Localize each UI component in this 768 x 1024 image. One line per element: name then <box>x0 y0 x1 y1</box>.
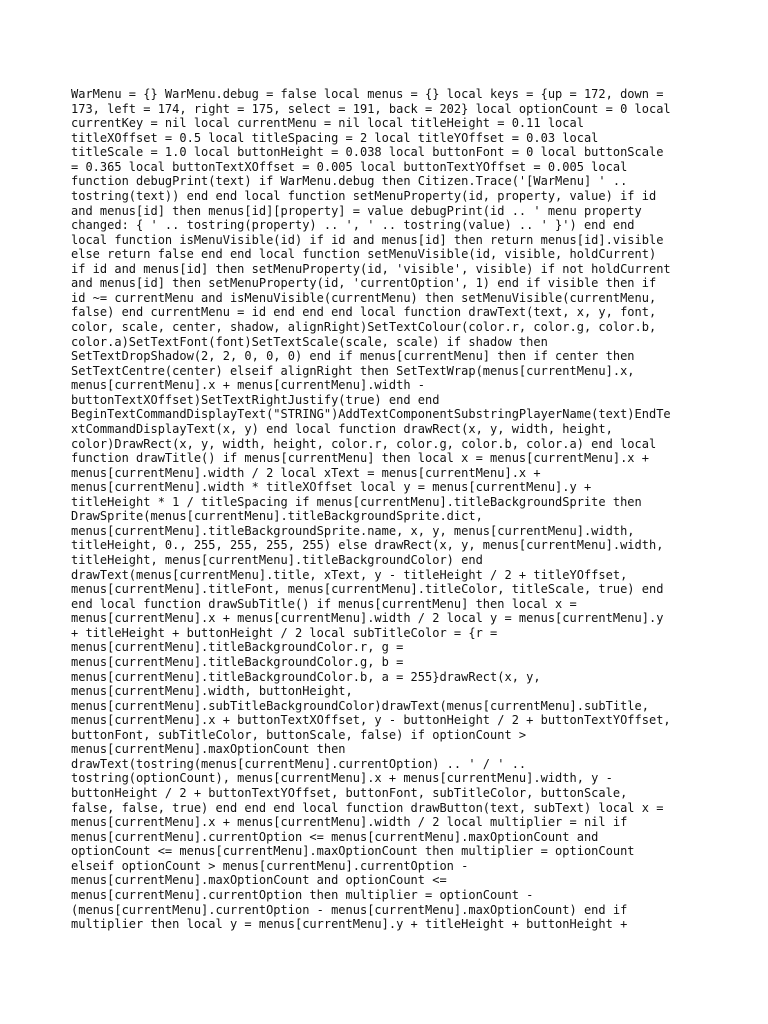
code-line: titleXOffset = 0.5 local titleSpacing = 2 local titleYOffset = 0.03 local <box>71 130 599 145</box>
code-line: titleHeight * 1 / titleSpacing if menus[currentMenu].titleBackgroundSprite then <box>71 494 642 509</box>
code-line: buttonFont, subTitleColor, buttonScale, false) if optionCount > <box>71 727 527 742</box>
code-line: if id and menus[id] then setMenuProperty(id, 'visible', visible) if not holdCurrent <box>71 261 671 276</box>
code-line: drawText(tostring(menus[currentMenu].currentOption) .. ' / ' .. <box>71 756 527 771</box>
code-line: local function isMenuVisible(id) if id and menus[id] then return menus[id].visible <box>71 232 664 247</box>
code-line: menus[currentMenu].titleBackgroundColor.r, g = <box>71 640 404 655</box>
code-line: menus[currentMenu].x + menus[currentMenu].width / 2 local multiplier = nil if <box>71 815 628 830</box>
code-line: = 0.365 local buttonTextXOffset = 0.005 local buttonTextYOffset = 0.005 local <box>71 159 628 174</box>
code-line: menus[currentMenu].subTitleBackgroundColor)drawText(menus[currentMenu].subTitle, <box>71 698 649 713</box>
code-line: titleHeight, 0., 255, 255, 255, 255) else drawRect(x, y, menus[currentMenu].width, <box>71 538 664 553</box>
code-line: menus[currentMenu].width * titleXOffset local y = menus[currentMenu].y + <box>71 480 592 495</box>
code-line: elseif optionCount > menus[currentMenu].currentOption - <box>71 858 469 873</box>
code-line: end local function drawSubTitle() if menus[currentMenu] then local x = <box>71 596 577 611</box>
code-line: menus[currentMenu].titleBackgroundColor.b, a = 255}drawRect(x, y, <box>71 669 541 684</box>
code-line: 173, left = 174, right = 175, select = 191, back = 202} local optionCount = 0 local <box>71 101 671 116</box>
code-line: xtCommandDisplayText(x, y) end local function drawRect(x, y, width, height, <box>71 421 613 436</box>
code-line: color, scale, center, shadow, alignRight)SetTextColour(color.r, color.g, color.b, <box>71 320 657 334</box>
code-line: menus[currentMenu].currentOption <= menus[currentMenu].maxOptionCount and <box>71 829 599 844</box>
code-line: DrawSprite(menus[currentMenu].titleBackgroundSprite.dict, <box>71 509 483 524</box>
code-line: menus[currentMenu].titleFont, menus[currentMenu].titleColor, titleScale, true) end <box>71 582 664 597</box>
code-line: WarMenu = {} WarMenu.debug = false local menus = {} local keys = {up = 172, down = <box>71 87 664 101</box>
code-line: and menus[id] then menus[id][property] = value debugPrint(id .. ' menu property <box>71 203 642 218</box>
code-line: menus[currentMenu].titleBackgroundSprite.name, x, y, menus[currentMenu].width, <box>71 523 635 538</box>
code-line: BeginTextCommandDisplayText("STRING")AddTextComponentSubstringPlayerName(text)EndTe <box>71 407 671 422</box>
code-line: menus[currentMenu].x + buttonTextXOffset, y - buttonHeight / 2 + buttonTextYOffset, <box>71 713 671 728</box>
code-line: + titleHeight + buttonHeight / 2 local subTitleColor = {r = <box>71 625 498 640</box>
code-line: false) end currentMenu = id end end end local function drawText(text, x, y, font, <box>71 305 657 320</box>
code-line: and menus[id] then setMenuProperty(id, 'currentOption', 1) end if visible then if <box>71 276 657 291</box>
code-line: currentKey = nil local currentMenu = nil local titleHeight = 0.11 local <box>71 116 584 131</box>
code-line: function drawTitle() if menus[currentMenu] then local x = menus[currentMenu].x + <box>71 451 649 466</box>
code-line: menus[currentMenu].titleBackgroundColor.g, b = <box>71 654 404 669</box>
code-line: menus[currentMenu].maxOptionCount then <box>71 742 346 757</box>
code-line: function debugPrint(text) if WarMenu.debug then Citizen.Trace('[WarMenu] ' .. <box>71 174 628 189</box>
code-line: color)DrawRect(x, y, width, height, color.r, color.g, color.b, color.a) end local <box>71 436 657 451</box>
code-line: (menus[currentMenu].currentOption - menus[currentMenu].maxOptionCount) end if <box>71 902 628 917</box>
code-line: else return false end end local function setMenuVisible(id, visible, holdCurrent) <box>71 247 657 262</box>
code-line: menus[currentMenu].x + menus[currentMenu].width - <box>71 378 426 393</box>
code-line: titleHeight, menus[currentMenu].titleBackgroundColor) end <box>71 553 483 567</box>
code-line: SetTextDropShadow(2, 2, 0, 0, 0) end if menus[currentMenu] then if center then <box>71 349 635 364</box>
code-line: menus[currentMenu].width, buttonHeight, <box>71 684 353 699</box>
code-line: false, false, true) end end end local function drawButton(text, subText) local x = <box>71 800 664 815</box>
code-line: buttonHeight / 2 + buttonTextYOffset, buttonFont, subTitleColor, buttonScale, <box>71 786 628 800</box>
code-line: multiplier then local y = menus[currentMenu].y + titleHeight + buttonHeight + <box>71 917 628 932</box>
code-line: menus[currentMenu].currentOption then multiplier = optionCount - <box>71 887 534 902</box>
code-line: id ~= currentMenu and isMenuVisible(currentMenu) then setMenuVisible(currentMenu, <box>71 290 657 305</box>
code-line: menus[currentMenu].width / 2 local xText = menus[currentMenu].x + <box>71 465 541 480</box>
code-line: titleScale = 1.0 local buttonHeight = 0.038 local buttonFont = 0 local buttonScale <box>71 145 664 160</box>
code-line: optionCount <= menus[currentMenu].maxOptionCount then multiplier = optionCount <box>71 844 635 859</box>
code-line: menus[currentMenu].maxOptionCount and optionCount <= <box>71 873 447 888</box>
code-line: drawText(menus[currentMenu].title, xText, y - titleHeight / 2 + titleYOffset, <box>71 567 628 582</box>
code-line: buttonTextXOffset)SetTextRightJustify(true) end end <box>71 392 440 407</box>
code-line: changed: { ' .. tostring(property) .. ', ' .. tostring(value) .. ' }') end end <box>71 218 635 233</box>
code-text <box>71 87 711 932</box>
code-line: menus[currentMenu].x + menus[currentMenu].width / 2 local y = menus[currentMenu].y <box>71 611 664 626</box>
code-line: SetTextCentre(center) elseif alignRight then SetTextWrap(menus[currentMenu].x, <box>71 363 635 378</box>
code-line: tostring(text)) end end local function setMenuProperty(id, property, value) if id <box>71 188 657 203</box>
code-line: tostring(optionCount), menus[currentMenu].x + menus[currentMenu].width, y - <box>71 771 613 786</box>
code-line: color.a)SetTextFont(font)SetTextScale(scale, scale) if shadow then <box>71 334 548 349</box>
